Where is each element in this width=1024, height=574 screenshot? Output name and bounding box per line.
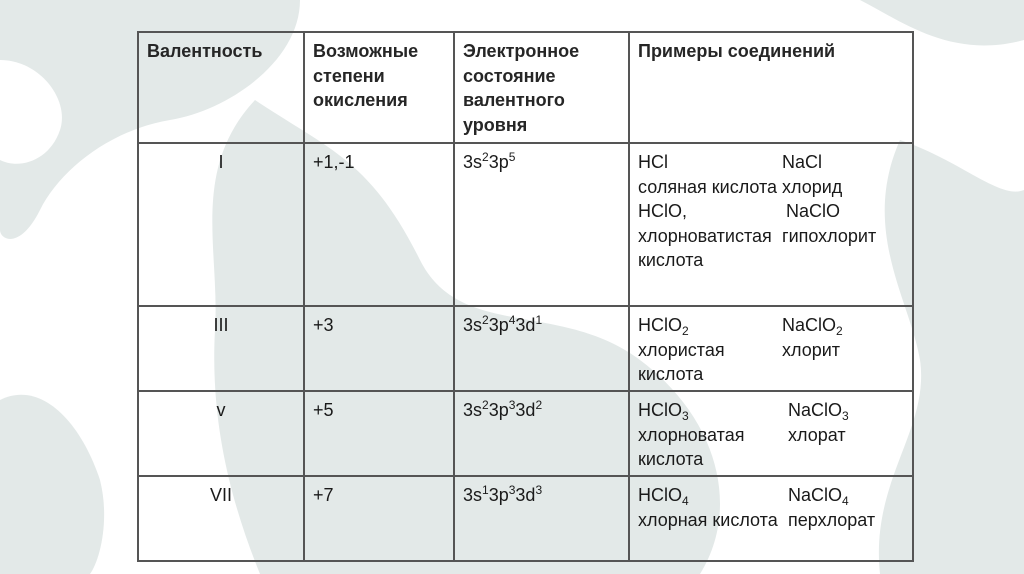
header-row: [138, 32, 913, 143]
electron-config-cell: $3s^23p^33d^2$: [454, 391, 629, 476]
valence-cell: III: [138, 306, 304, 391]
compound-pair: HClO$_2$ NaClO$_2$: [638, 315, 843, 338]
oxidation-cell: +1,-1: [304, 143, 454, 306]
valence-cell: v: [138, 391, 304, 476]
table-row: [138, 306, 913, 391]
examples-cell: [629, 306, 913, 391]
compound-pair: HCl NaCl: [638, 152, 823, 172]
valence-cell: I: [138, 143, 304, 306]
examples-cell: [629, 143, 913, 306]
compound-names: соляная кислота хлорид: [638, 176, 843, 197]
examples-cell: [629, 391, 913, 476]
header-example-compounds: Примеры соединений: [629, 32, 913, 143]
oxidation-cell: +3: [304, 306, 454, 391]
oxidation-cell: +5: [304, 391, 454, 476]
table-row: [138, 143, 913, 306]
table-row: [138, 391, 913, 476]
oxidation-cell: +7: [304, 476, 454, 561]
compound-names: хлористая кислота хлорит: [638, 339, 841, 384]
electron-config-cell: $3s^23p^43d^1$: [454, 306, 629, 391]
header-electron-state: Электронное состояние валентного уровня: [454, 32, 629, 143]
table-row: [138, 476, 913, 561]
chlorine-valence-table: [137, 31, 914, 562]
electron-config-cell: $3s^23p^5$: [454, 143, 629, 306]
valence-cell: VII: [138, 476, 304, 561]
compound-names: хлорноватистая кислота гипохлорит: [638, 225, 877, 270]
header-valence: Валентность: [138, 32, 304, 143]
electron-config-cell: $3s^13p^33d^3$: [454, 476, 629, 561]
compound-names: хлорная кислота перхлорат: [638, 509, 876, 530]
compound-names: хлорноватая кислота хлорат: [638, 424, 846, 469]
examples-cell: [629, 476, 913, 561]
header-oxidation-states: Возможные степени окисления: [304, 32, 454, 143]
compound-pair: HClO$_4$ NaClO$_4$: [638, 485, 849, 508]
compound-pair: HClO$_3$ NaClO$_3$: [638, 400, 849, 423]
compound-pair: HClO, NaClO: [638, 201, 841, 221]
